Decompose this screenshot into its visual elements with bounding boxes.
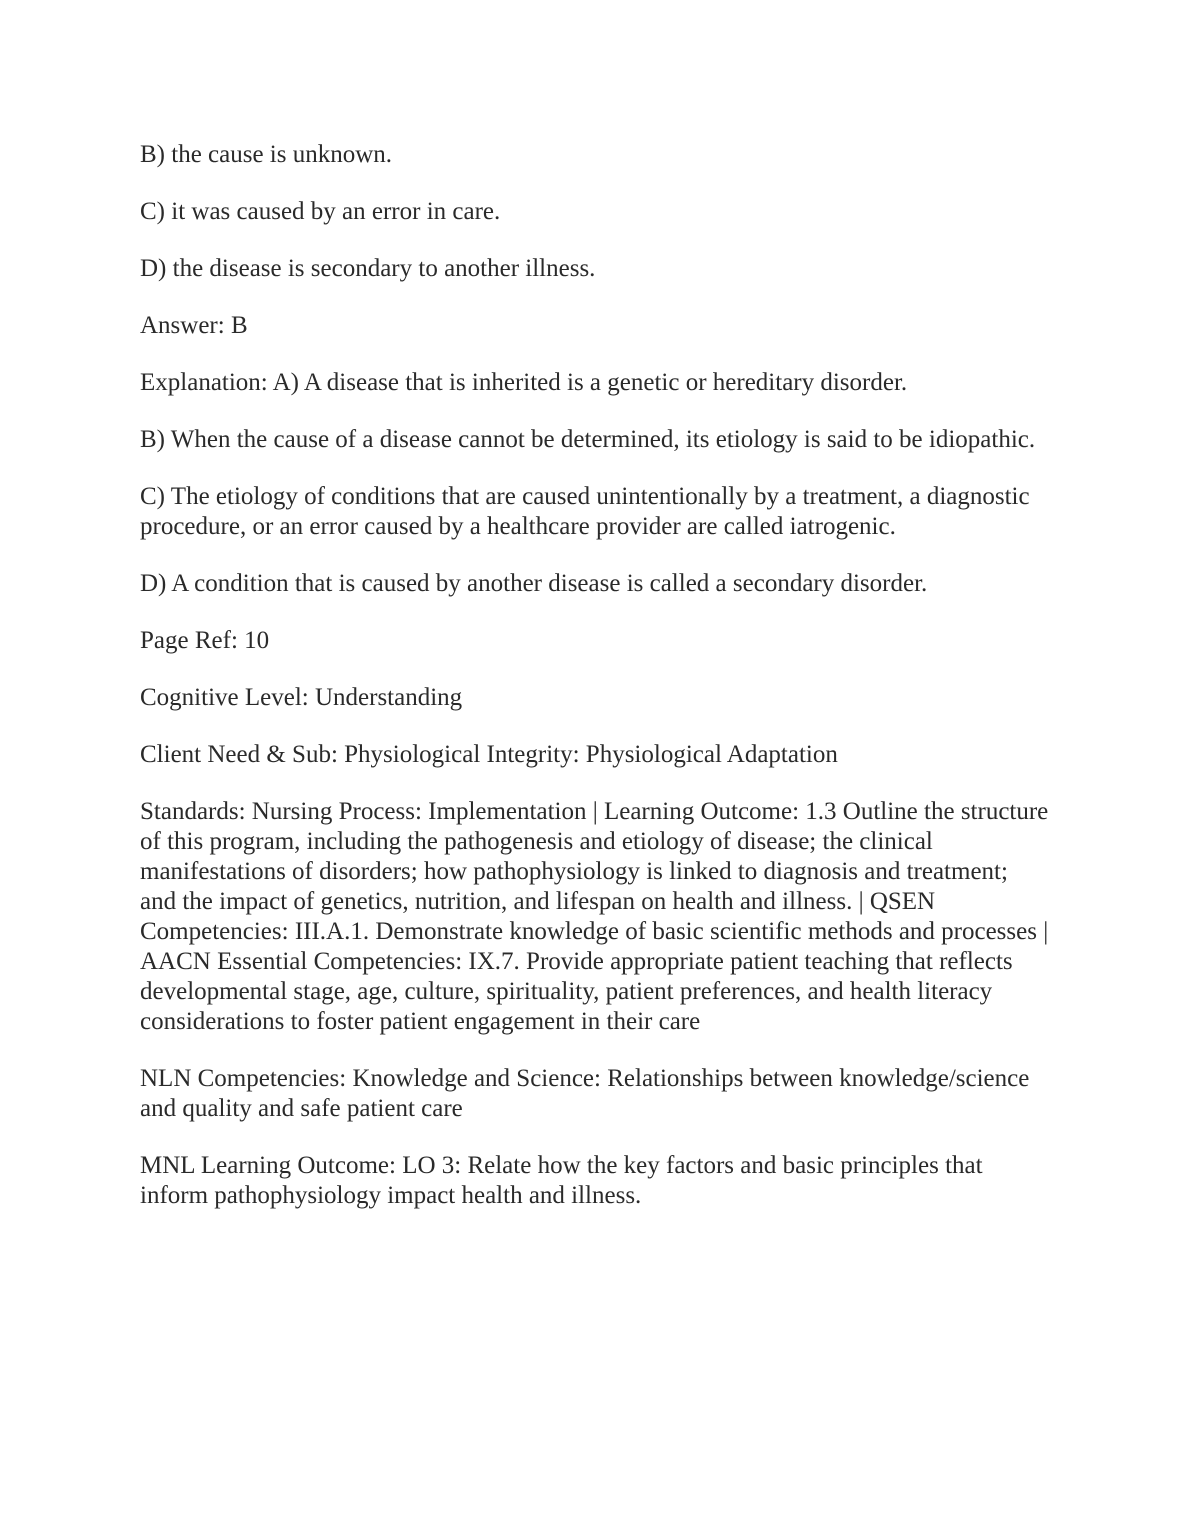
document-body	[140, 140, 1050, 1238]
option-c: C) it was caused by an error in care.	[140, 198, 501, 225]
mnl-learning-outcome: MNL Learning Outcome: LO 3: Relate how the key factors and basic principles that inform pathophysiology impact health and illness.	[140, 1152, 983, 1209]
answer: Answer: B	[140, 312, 248, 339]
page-ref: Page Ref: 10	[140, 627, 270, 654]
option-d: D) the disease is secondary to another illness.	[140, 255, 596, 282]
nln-competencies: NLN Competencies: Knowledge and Science: Relationships between knowledge/science and quality and safe patient care	[140, 1065, 1030, 1122]
option-b: B) the cause is unknown.	[140, 141, 393, 168]
standards: Standards: Nursing Process: Implementation | Learning Outcome: 1.3 Outline the structure of this program, including the pathogenesis and etiology of disease; the clinical manifestations of disorders; how pathophysiology is linked to diagnosis and treatment; and the impact of genetics, nutrition, and lifespan on health and illness. | QSEN Competencies: III.A.1. Demonstrate knowledge of basic scientific methods and processes | AACN Essential Competencies: IX.7. Provide appropriate patient teaching that reflects developmental stage, age, culture, spirituality, patient preferences, and health literacy considerations to foster patient engagement in their care	[140, 798, 1049, 1035]
explanation-c: C) The etiology of conditions that are caused unintentionally by a treatment, a diagnostic procedure, or an error caused by a healthcare provider are called iatrogenic.	[140, 483, 1030, 540]
explanation-b: B) When the cause of a disease cannot be determined, its etiology is said to be idiopathic.	[140, 426, 1036, 453]
cognitive-level: Cognitive Level: Understanding	[140, 684, 463, 711]
client-need: Client Need & Sub: Physiological Integrity: Physiological Adaptation	[140, 741, 838, 768]
explanation-d: D) A condition that is caused by another disease is called a secondary disorder.	[140, 570, 928, 597]
explanation-a: Explanation: A) A disease that is inherited is a genetic or hereditary disorder.	[140, 369, 908, 396]
